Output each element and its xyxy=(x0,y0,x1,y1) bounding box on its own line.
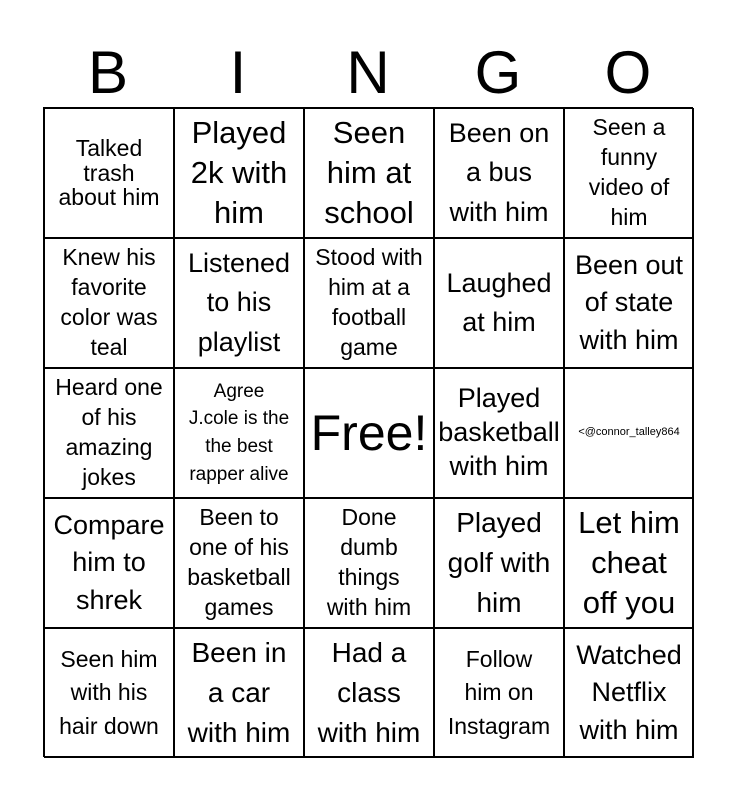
bingo-cell-r2-c1[interactable]: Knew his favorite color was teal xyxy=(44,238,174,368)
bingo-cell-r4-c5[interactable]: Let him cheat off you xyxy=(564,498,694,628)
header-letter-o: O xyxy=(604,39,652,106)
bingo-cell-r2-c5[interactable]: Been out of state with him xyxy=(564,238,694,368)
bingo-cell-r3-c4[interactable]: Played basketball with him xyxy=(434,368,564,498)
bingo-cell-r5-c2[interactable]: Been in a car with him xyxy=(174,628,304,758)
bingo-cell-r1-c5[interactable]: Seen a funny video of him xyxy=(564,108,694,238)
bingo-cell-r4-c4[interactable]: Played golf with him xyxy=(434,498,564,628)
header-letter-b: B xyxy=(87,39,129,106)
bingo-cell-r1-c3[interactable]: Seen him at school xyxy=(304,108,434,238)
bingo-cell-r1-c1[interactable]: Talked trash about him xyxy=(44,108,174,238)
bingo-cell-r1-c2[interactable]: Played 2k with him xyxy=(174,108,304,238)
bingo-board xyxy=(43,107,693,757)
header-letter-g: G xyxy=(474,39,522,106)
bingo-cell-r3-c2[interactable]: Agree J.cole is the the best rapper alive xyxy=(174,368,304,498)
header-letter-i: I xyxy=(229,39,247,106)
bingo-cell-r5-c3[interactable]: Had a class with him xyxy=(304,628,434,758)
bingo-header xyxy=(43,38,693,108)
bingo-cell-r3-c5[interactable]: <@connor_talley864 xyxy=(564,368,694,498)
bingo-cell-r3-c1[interactable]: Heard one of his amazing jokes xyxy=(44,368,174,498)
bingo-cell-r5-c4[interactable]: Follow him on Instagram xyxy=(434,628,564,758)
bingo-cell-r5-c1[interactable]: Seen him with his hair down xyxy=(44,628,174,758)
bingo-cell-r2-c3[interactable]: Stood with him at a football game xyxy=(304,238,434,368)
bingo-cell-r4-c1[interactable]: Compare him to shrek xyxy=(44,498,174,628)
bingo-cell-r2-c2[interactable]: Listened to his playlist xyxy=(174,238,304,368)
header-letter-n: N xyxy=(346,39,390,106)
bingo-cell-free[interactable]: Free! xyxy=(304,368,434,498)
bingo-cell-r1-c4[interactable]: Been on a bus with him xyxy=(434,108,564,238)
bingo-cell-r4-c2[interactable]: Been to one of his basketball games xyxy=(174,498,304,628)
bingo-cell-r4-c3[interactable]: Done dumb things with him xyxy=(304,498,434,628)
bingo-cell-r5-c5[interactable]: Watched Netflix with him xyxy=(564,628,694,758)
bingo-cell-r2-c4[interactable]: Laughed at him xyxy=(434,238,564,368)
